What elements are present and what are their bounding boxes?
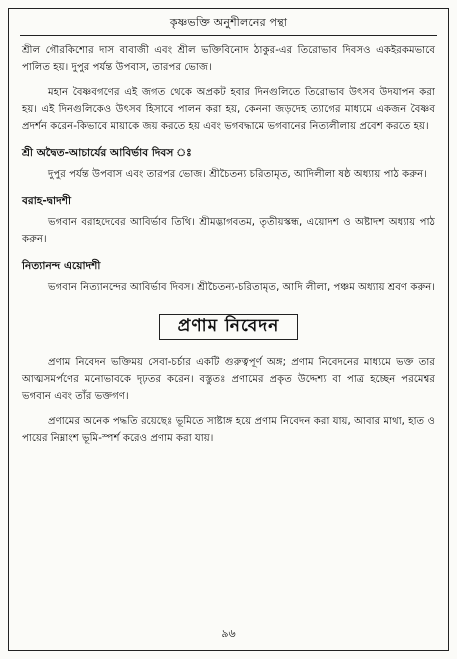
section-text-advaita: দুপুর পর্যন্ত উপবাস এবং তারপর ভোজ। শ্রীচৈতন্য চরিতামৃত, আদিলীলা ষষ্ঠ অধ্যায় পাঠ করুন। [48, 169, 427, 180]
header-rule [20, 35, 437, 36]
page-number: ৯৬ [221, 627, 236, 640]
section-heading-nityananda: নিত্যানন্দ এয়োদশী [22, 260, 101, 272]
paragraph-disappearance-days: শ্রীল গৌরকিশোর দাস বাবাজী এবং শ্রীল ভক্তিবিনোদ ঠাকুর-এর তিরোভাব দিবসও একইরকমভাবে পালিত হয়। দুপুর পর্যন্ত উপবাস, তারপর ভোজ। [22, 45, 435, 73]
running-head: কৃষ্ণভক্তি অনুশীলনের পন্থা [169, 16, 288, 29]
section-heading-advaita: শ্রী অদ্বৈত-আচার্যের আবির্ভাব দিবস ঃ [22, 147, 192, 159]
chapter-paragraph-2: প্রণামের অনেক পদ্ধতি রয়েছেঃ ভূমিতে সাষ্টাঙ্গ হয়ে প্রণাম নিবেদন করা যায়, আবার মাথা, হাত ও পায়ের নিম্নাংশ ভূমি-স্পর্শ করেও প্রণাম করা যায়। [22, 416, 435, 444]
page-content [22, 42, 435, 447]
section-text-nityananda: ভগবান নিত্যানন্দের আবির্ভাব দিবস। শ্রীচৈতন্য-চরিতামৃত, আদি লীলা, পঞ্চম অধ্যায় শ্রবণ করুন। [48, 282, 435, 293]
chapter-title: প্রণাম নিবেদন [159, 314, 299, 340]
section-text-varaha: ভগবান বরাহদেবের আবির্ভাব তিথি। শ্রীমদ্ভাগবতম, তৃতীয়স্কন্ধ, এয়োদশ ও অষ্টাদশ অধ্যায় পাঠ করুন। [22, 217, 435, 245]
chapter-title-wrap [22, 314, 435, 340]
section-heading-varaha: বরাহ-দ্বাদশী [22, 195, 71, 207]
paragraph-tirobhava-festival: মহান বৈষ্ণবগণের এই জগত থেকে অপ্রকট হবার দিনগুলিতে তিরোভাব উৎসব উদযাপন করা হয়। এই দিনগুলিকেও উৎসব হিসাবে পালন করা হয়, কেননা জড়দেহ ত্যাগের মাধ্যমে একজন বৈষ্ণব প্রদর্শন করেন-কিভাবে মায়াকে জয় করতে হয় এবং ভগবদ্ধামে ভগবানের নিত্যলীলায় প্রবেশ করতে হয়। [22, 87, 435, 132]
chapter-paragraph-1: প্রণাম নিবেদন ভক্তিময় সেবা-চর্চার একটি গুরুত্বপূর্ণ অঙ্গ; প্রণাম নিবেদনের মাধ্যমে ভক্ত তার আত্মসমর্পণের মনোভাবকে দৃঢ়তর করেন। বস্তুতঃ প্রণামের প্রকৃত উদ্দেশ্য বা পাত্র হচ্ছেন পরমেশ্বর ভগবান এবং তাঁর ভক্তগণ। [22, 357, 435, 402]
